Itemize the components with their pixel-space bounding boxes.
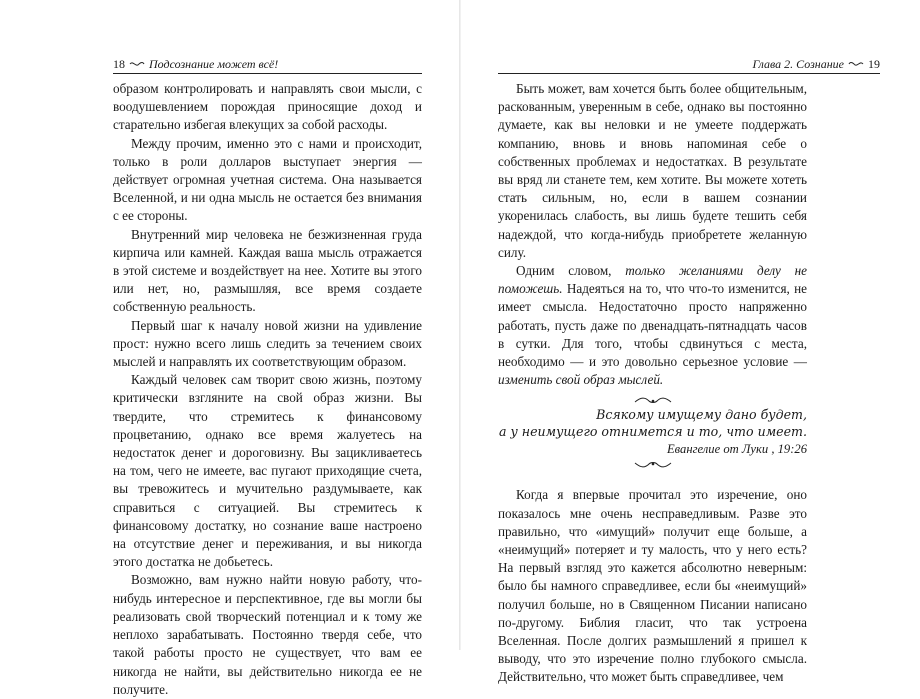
left-page-body xyxy=(113,80,422,699)
paragraph: образом контролировать и направлять свои мысли, с воодушевлением порождая приносящие доход и старательно избегая влекущих за собой расходы. xyxy=(113,81,422,133)
header-rule xyxy=(113,73,422,74)
paragraph: Между прочим, именно это с нами и происходит, только в роли долларов выступает энергия — действует огромная учетная система. Она называется Вселенной, и ни одна мысль не остается без внимания с ее стороны. xyxy=(113,135,422,224)
paragraph: Внутренний мир человека не безжизненная груда кирпича или камней. Каждая ваша мысль отражается в этой системе и воздействует на нее. Хотите вы этого или нет, но, размышляя, все время создаете собственную реальность. xyxy=(113,226,422,315)
paragraph: Каждый человек сам творит свою жизнь, поэтому критически взгляните на свой образ жизни. Вы твердите, что стремитесь к финансовому процветанию, однако все время жалуетесь на недостаток денег и дороговизну. Вы зацикливаетесь на том, чего не имеете, вас пугают приходящие счета, вы тревожитесь и мучительно раздумываете, как справиться с ситуацией. Вы стремитесь к финансовому достатку, но сознание ваше настроено на отсутствие денег и переживания, и вы никогда этого достатка не добьетесь. xyxy=(113,372,422,570)
paragraph: Быть может, вам хочется быть более общительным, раскованным, уверенным в себе, однако вы постоянно думаете, как вы неловки и не умеете поддержать компанию, вновь и вновь напоминая себе о собственных проблемах и недостатках. В результате вы вряд ли станете тем, кем хотите. Вы можете хотеть стать сильным, но, если в вашем сознании укоренилась слабость, вы лишь будете тешить себя надеждой, что когда-нибудь приобретете желанную силу. xyxy=(498,81,807,260)
epigraph-source: Евангелие от Луки , 19:26 xyxy=(666,442,807,457)
left-page-header xyxy=(113,54,422,74)
flourish-top-icon xyxy=(633,395,673,407)
epigraph xyxy=(498,395,807,470)
running-head: Глава 2. Сознание xyxy=(752,56,844,71)
left-page xyxy=(0,0,460,697)
paragraph: Когда я впервые прочитал это изречение, оно показалось мне очень несправедливым. Разве это правильно, что «имущий» получит еще больше, а «неимущий» потеряет и ту малость, что у него есть? На первый взгляд это кажется абсолютно неверным: было бы намного справедливее, если бы «неимущий» получил больше, но в Священном Писании написано по-другому. Библия гласит, что так устроена Вселенная. После долгих размышлений я пришел к выводу, что это изречение полно глубокого смысла. Действительно, что может быть справедливее, чем xyxy=(498,487,807,685)
right-page xyxy=(460,0,920,685)
right-page-body xyxy=(498,80,807,687)
page-number: 18 xyxy=(113,56,125,71)
epigraph-line: Всякому имущему дано будет, xyxy=(596,407,807,423)
right-page-header xyxy=(498,54,880,74)
header-rule xyxy=(498,73,880,74)
paragraph: Первый шаг к началу новой жизни на удивление прост: нужно всего лишь следить за течением своих мыслей и направлять их соответствующим образом. xyxy=(113,317,422,370)
ornament-icon xyxy=(129,57,145,72)
page-number: 19 xyxy=(868,56,880,71)
paragraph: Возможно, вам нужно найти новую работу, что-нибудь интересное и перспективное, где вы могли бы реализовать свой творческий потенциал и к тому же неплохо зарабатывать. Постоянно твердя себе, что такой работы просто не существует, что вам ее никогда не найти, вы действительно никогда ее не получите. xyxy=(113,572,422,697)
flourish-bottom-icon xyxy=(633,458,673,470)
ornament-icon xyxy=(848,57,864,72)
paragraph: Одним словом, только желаниями делу не поможешь. Надеяться на то, что что-то изменится, не имеет смысла. Недостаточно просто напряженно работать, пусть даже по двенадцать-пятнадцать часов в сутки. Для того, чтобы сдвинуться с места, необходимо — и это довольно серьезное условие — изменить свой образ мыслей. xyxy=(498,263,807,388)
running-head: Подсознание может всё! xyxy=(149,56,279,71)
epigraph-line: а у неимущего отнимется и то, что имеет. xyxy=(498,423,807,439)
